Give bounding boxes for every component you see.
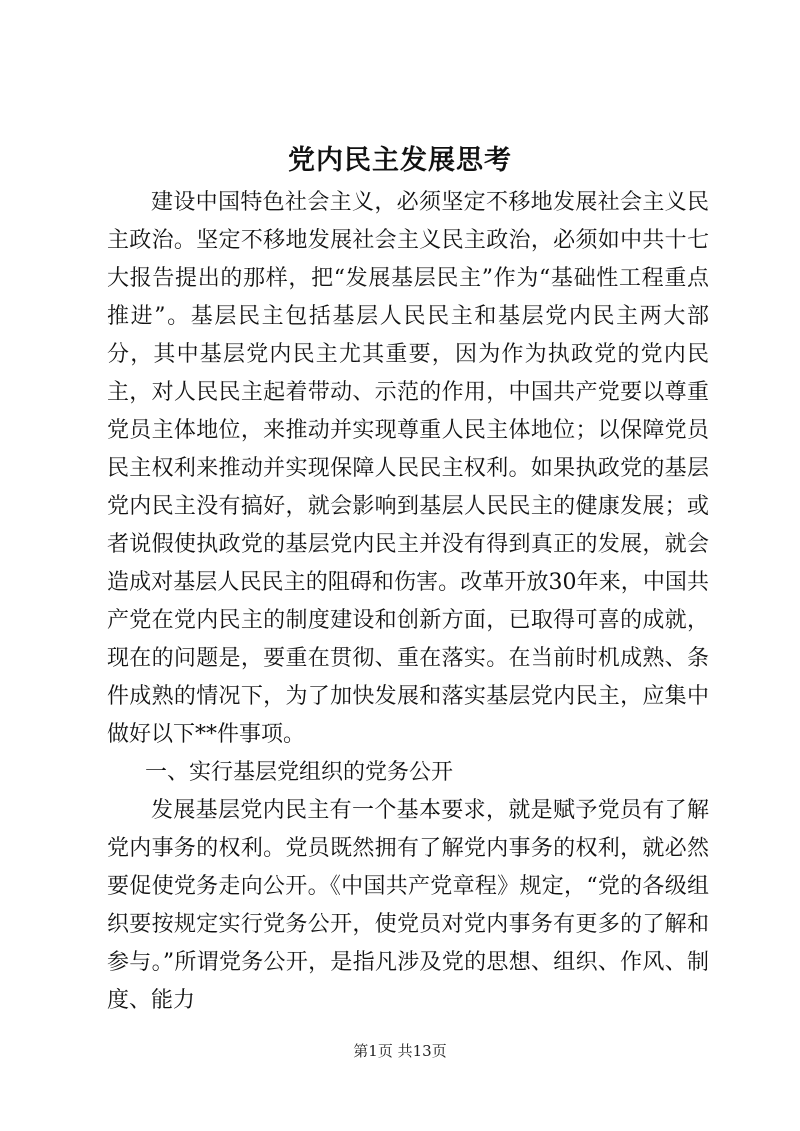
- document-title: 党内民主发展思考: [288, 145, 512, 176]
- page-number-footer: 第1页 共13页: [353, 1042, 447, 1060]
- section-heading: 一、实行基层党组织的党务公开: [145, 760, 454, 785]
- intro-paragraph: 建设中国特色社会主义，必须坚定不移地发展社会主义民主政治。坚定不移地发展社会主义民主政治，必须如中共十七大报告提出的那样，把“发展基层民主”作为“基础性工程重点推进”。基层民主包括基层人民民主和基层党内民主两大部分，其中基层党内民主尤其重要，因为作为执政党的党内民主，对人民民主起着带动、示范的作用，中国共产党要以尊重党员主体地位，来推动并实现尊重人民主体地位；以保障党员民主权利来推动并实现保障人民民主权利。如果执政党的基层党内民主没有搞好，就会影响到基层人民民主的健康发展；或者说假使执政党的基层党内民主并没有得到真正的发展，就会造成对基层人民民主的阻碍和伤害。改革开放30年来，中国共产党在党内民主的制度建设和创新方面，已取得可喜的成就，现在的问题是，要重在贯彻、重在落实。在当前时机成熟、条件成熟的情况下，为了加快发展和落实基层党内民主，应集中做好以下**件事项。: [107, 190, 709, 747]
- section-paragraph: 发展基层党内民主有一个基本要求，就是赋予党员有了解党内事务的权利。党员既然拥有了解党内事务的权利，就必然要促使党务走向公开。《中国共产党章程》规定，“党的各级组织要按规定实行党务公开，使党员对党内事务有更多的了解和参与。”所谓党务公开，是指凡涉及党的思想、组织、作风、制度、能力: [107, 798, 709, 1013]
- document-body: [107, 184, 709, 1020]
